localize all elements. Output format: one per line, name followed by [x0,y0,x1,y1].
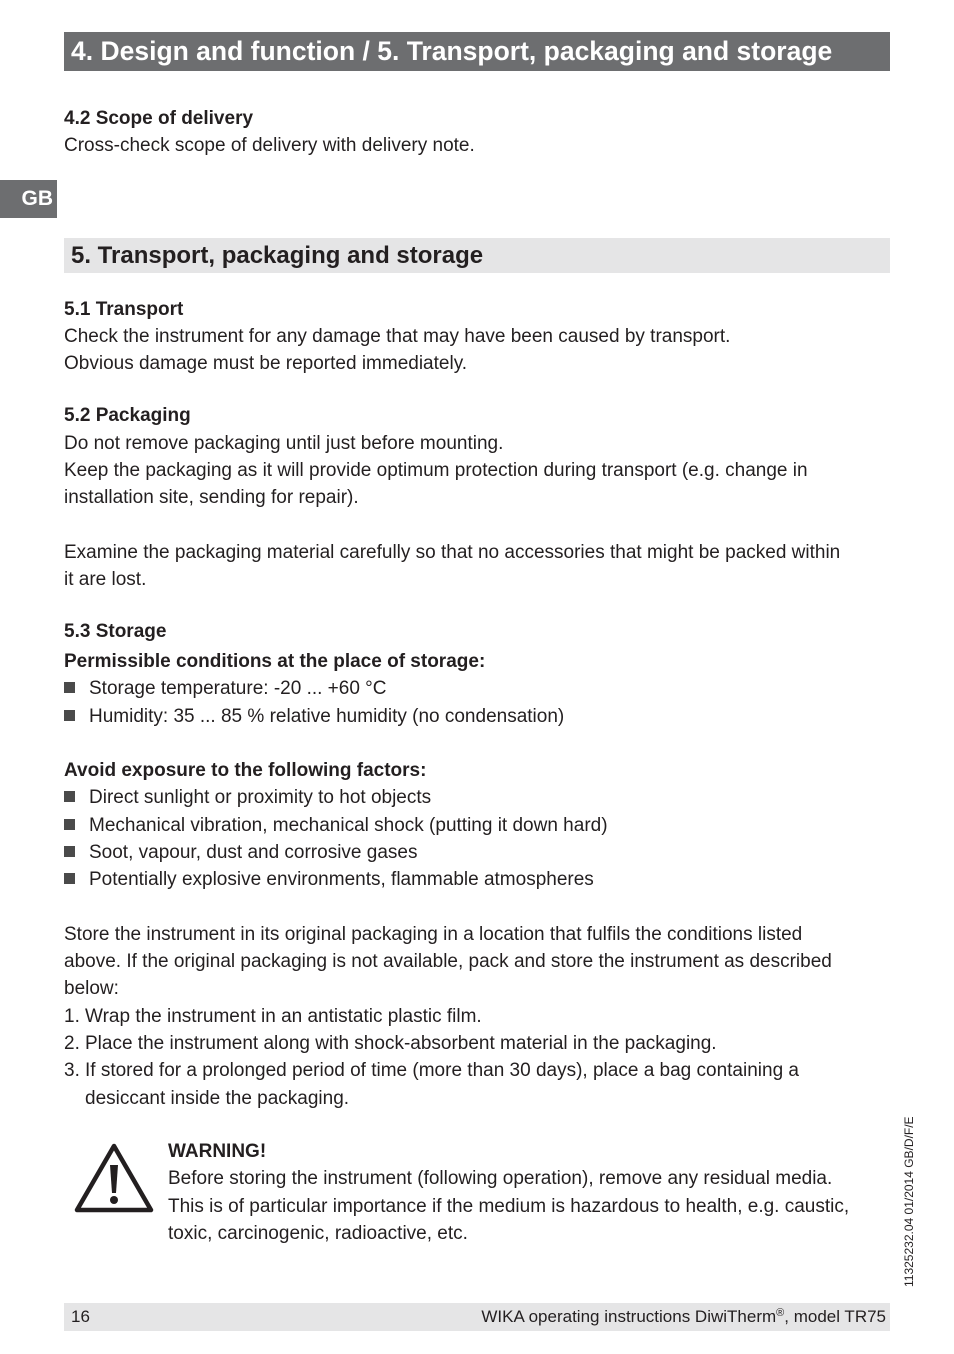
warning-title: WARNING! [168,1141,267,1162]
section-title-bar: 5. Transport, packaging and storage [64,238,890,273]
numbered-step: 3. If stored for a prolonged period of time (more than 30 days), place a bag containing a [64,1060,799,1081]
footer-document-title: WIKA operating instructions DiwiTherm®, model TR75 [481,1307,886,1326]
page-banner-title: 4. Design and function / 5. Transport, packaging and storage [64,32,890,71]
list-item: Direct sunlight or proximity to hot objects [64,784,431,811]
language-tab: GB [0,180,57,218]
storage-instructions-line: below: [64,978,119,999]
numbered-step: 1. Wrap the instrument in an antistatic plastic film. [64,1006,482,1027]
numbered-step: desiccant inside the packaging. [85,1088,350,1109]
bullet-square-icon [64,819,75,830]
bullet-square-icon [64,873,75,884]
list-item: Mechanical vibration, mechanical shock (putting it down hard) [64,812,608,839]
avoid-exposure-heading: Avoid exposure to the following factors: [64,760,427,781]
warning-line: Before storing the instrument (following operation), remove any residual media. [168,1168,833,1189]
transport-line: Obvious damage must be reported immediately. [64,353,468,374]
warning-line: This is of particular importance if the medium is hazardous to health, e.g. caustic, [168,1196,850,1217]
storage-instructions-line: above. If the original packaging is not available, pack and store the instrument as described [64,951,832,972]
page-footer [64,1303,890,1331]
document-code: 11325232.04 01/2014 GB/D/F/E [902,1116,916,1287]
storage-instructions-line: Store the instrument in its original packaging in a location that fulfils the conditions listed [64,924,803,945]
warning-line: toxic, carcinogenic, radioactive, etc. [168,1223,468,1244]
storage-conditions-heading: Permissible conditions at the place of storage: [64,651,486,672]
list-item: Soot, vapour, dust and corrosive gases [64,839,417,866]
storage-heading: 5.3 Storage [64,621,167,642]
transport-line: Check the instrument for any damage that may have been caused by transport. [64,326,731,347]
list-item: Potentially explosive environments, flammable atmospheres [64,866,594,893]
bullet-square-icon [64,846,75,857]
packaging-line: it are lost. [64,569,147,590]
numbered-step: 2. Place the instrument along with shock-absorbent material in the packaging. [64,1033,717,1054]
packaging-line: Keep the packaging as it will provide optimum protection during transport (e.g. change in [64,460,808,481]
bullet-square-icon [64,710,75,721]
bullet-square-icon [64,791,75,802]
packaging-line: installation site, sending for repair). [64,487,359,508]
list-item: Humidity: 35 ... 85 % relative humidity (no condensation) [64,703,564,730]
warning-triangle-icon [74,1143,154,1213]
page-number: 16 [71,1307,90,1326]
packaging-heading: 5.2 Packaging [64,405,191,426]
scope-of-delivery-text: Cross-check scope of delivery with delivery note. [64,135,475,156]
packaging-line: Do not remove packaging until just before mounting. [64,433,504,454]
bullet-square-icon [64,682,75,693]
list-item: Storage temperature: -20 ... +60 °C [64,675,387,702]
transport-heading: 5.1 Transport [64,299,184,320]
scope-of-delivery-heading: 4.2 Scope of delivery [64,108,254,129]
packaging-line: Examine the packaging material carefully so that no accessories that might be packed within [64,542,841,563]
